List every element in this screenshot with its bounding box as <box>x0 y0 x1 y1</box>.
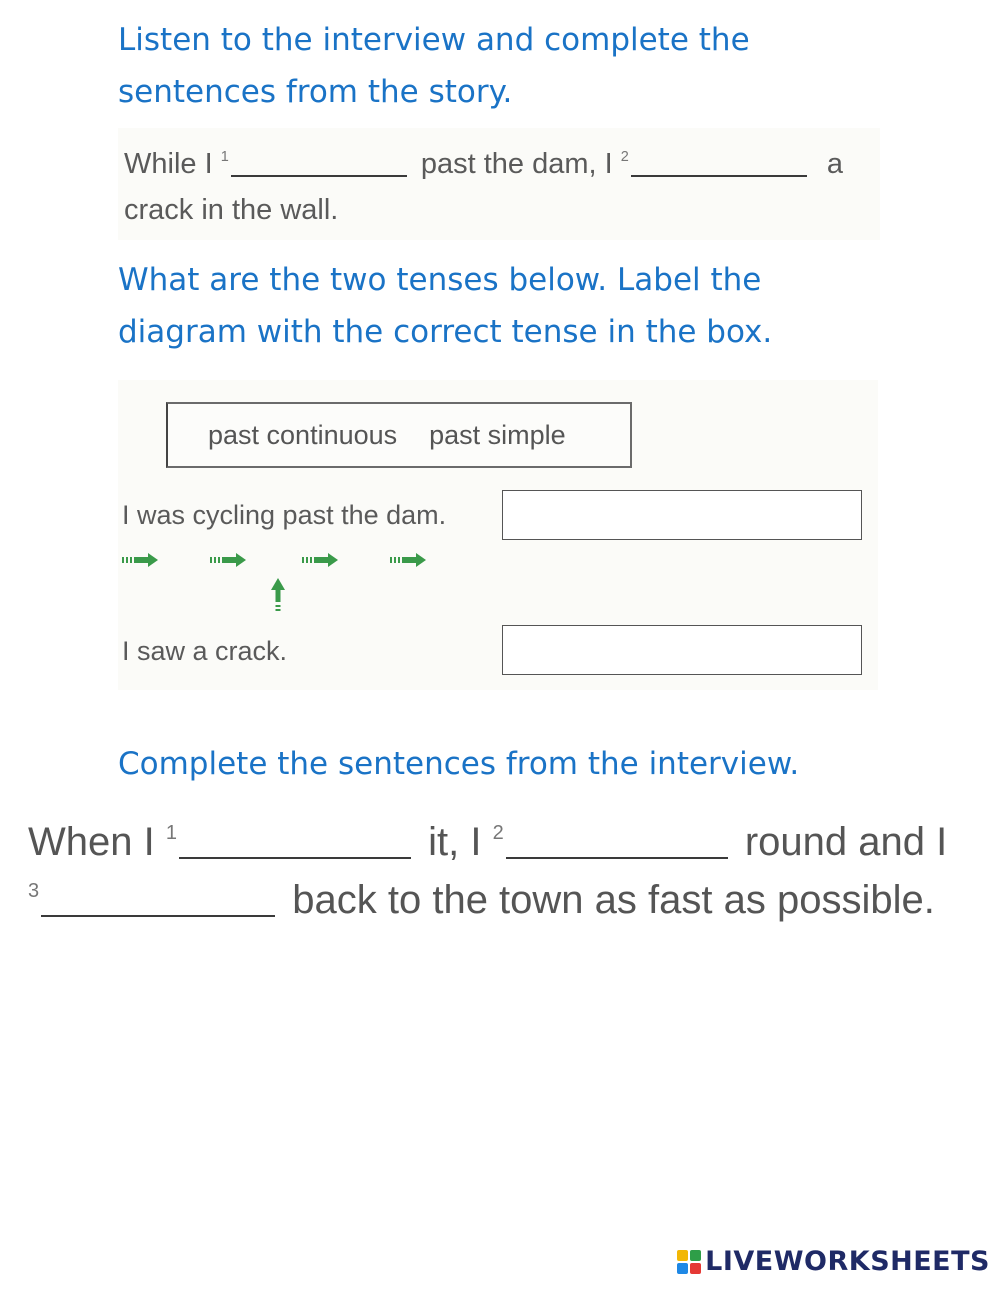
answer-box-simple[interactable] <box>502 625 862 675</box>
diagram-sentence-simple: I saw a crack. <box>122 636 288 666</box>
story-sentence-line1 <box>124 148 843 181</box>
instruction-line: Listen to the interview and complete the <box>118 22 750 58</box>
instruction-line: sentences from the story. <box>118 74 513 110</box>
timeline-arrows-icon <box>122 550 442 570</box>
instruction-listen <box>118 14 918 118</box>
blank-number: 1 <box>220 148 229 165</box>
tense-diagram-panel <box>118 380 878 690</box>
word-box <box>166 402 632 468</box>
word-option-past-simple: past simple <box>429 419 566 450</box>
instruction-tenses <box>118 254 918 358</box>
instruction-interview: Complete the sentences from the interview. <box>118 746 800 782</box>
story-blank-1[interactable] <box>231 162 407 177</box>
sentence-text: past the dam, I <box>420 148 613 180</box>
instruction-line: diagram with the correct tense in the box. <box>118 314 773 350</box>
interview-blank-2[interactable] <box>506 844 728 859</box>
sentence-text: When I <box>28 820 155 864</box>
up-arrow-icon <box>268 576 288 616</box>
interview-sentence-line2 <box>28 878 935 923</box>
story-sentence-panel <box>118 128 880 240</box>
interview-blank-1[interactable] <box>179 844 411 859</box>
liveworksheets-logo-icon <box>677 1250 701 1274</box>
answer-box-continuous[interactable] <box>502 490 862 540</box>
diagram-sentence-continuous: I was cycling past the dam. <box>122 500 447 530</box>
sentence-text: it, I <box>428 820 482 864</box>
logo-text: LIVEWORKSHEETS <box>705 1246 990 1277</box>
blank-number: 2 <box>620 148 629 165</box>
sentence-text: While I <box>124 148 213 180</box>
blank-number: 3 <box>28 879 40 902</box>
story-sentence-line2: crack in the wall. <box>124 194 339 226</box>
instruction-line: What are the two tenses below. Label the <box>118 262 762 298</box>
story-blank-2[interactable] <box>631 162 807 177</box>
interview-blank-3[interactable] <box>41 902 275 917</box>
blank-number: 2 <box>492 821 504 844</box>
sentence-text: back to the town as fast as possible. <box>292 878 935 922</box>
interview-sentence-panel <box>20 800 980 940</box>
sentence-text: a <box>826 148 844 180</box>
blank-number: 1 <box>165 821 177 844</box>
word-option-past-continuous: past continuous <box>208 419 398 450</box>
sentence-text: round and I <box>744 820 948 864</box>
interview-sentence-line1 <box>28 820 947 865</box>
liveworksheets-logo[interactable] <box>677 1246 990 1277</box>
